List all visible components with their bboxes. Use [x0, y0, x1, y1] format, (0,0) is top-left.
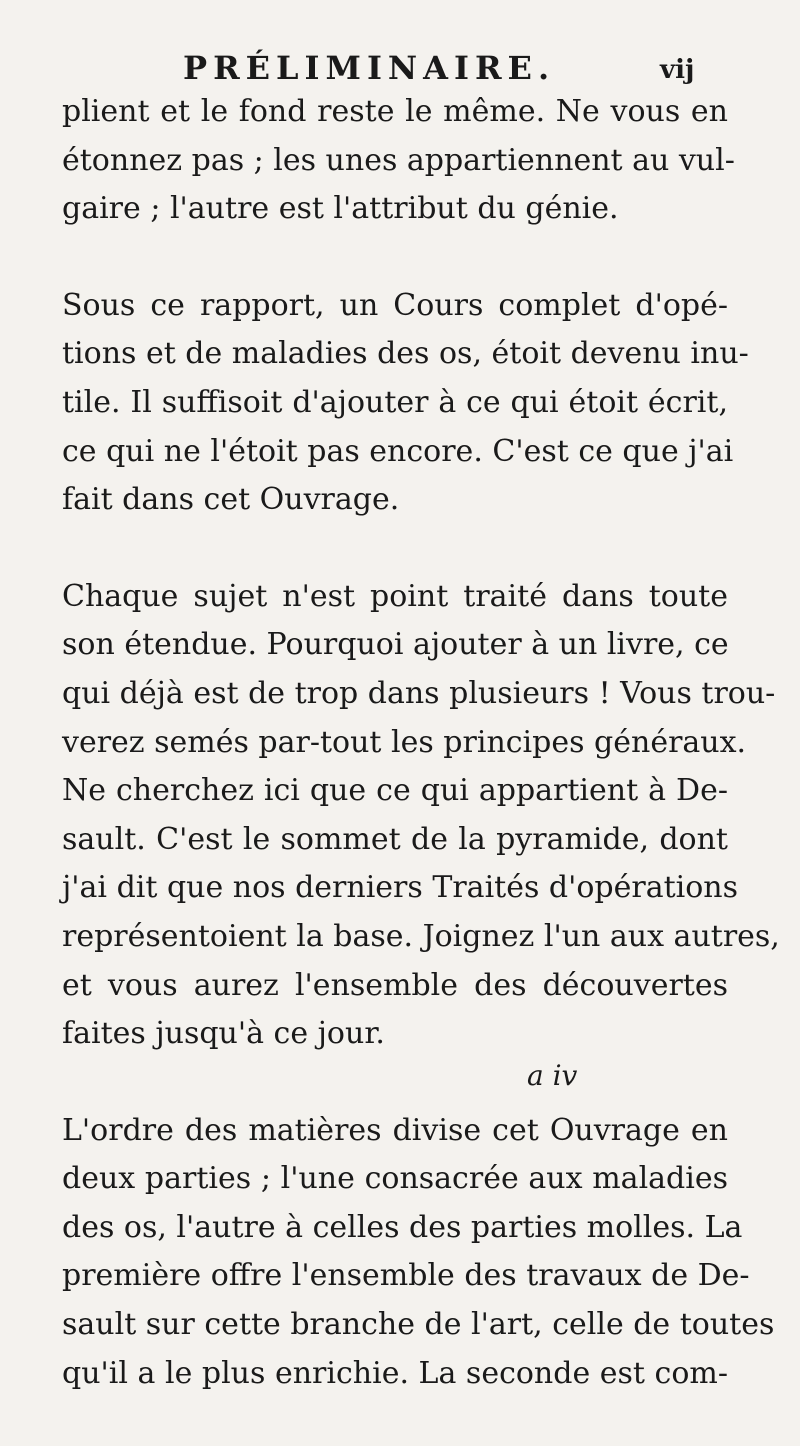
paragraph-3 — [62, 573, 780, 1059]
text-line: Ne cherchez ici que ce qui appartient à De- — [62, 773, 728, 809]
text-line: qui déjà est de trop dans plusieurs ! Vous trou- — [62, 675, 776, 711]
text-line: plient et le fond reste le même. Ne vous en — [62, 94, 728, 129]
text-line: tile. Il suffisoit d'ajouter à ce qui étoit écrit, — [62, 384, 728, 420]
text-line: fait dans cet Ouvrage. — [62, 482, 400, 518]
paragraph-4 — [62, 1107, 775, 1399]
text-line: ce qui ne l'étoit pas encore. C'est ce que j'ai — [62, 433, 734, 469]
text-line: première offre l'ensemble des travaux de De- — [62, 1258, 750, 1294]
body-text — [62, 88, 780, 1446]
text-line: verez semés par-tout les principes généraux. — [62, 724, 747, 760]
text-line: gaire ; l'autre est l'attribut du génie. — [62, 191, 619, 227]
text-line: son étendue. Pourquoi ajouter à un livre, ce — [62, 627, 729, 663]
text-line: des os, l'autre à celles des parties molles. La — [62, 1209, 743, 1245]
page-number: vij — [660, 55, 695, 85]
text-line: tions et de maladies des os, étoit devenu inu- — [62, 336, 749, 372]
text-line: L'ordre des matières divise cet Ouvrage en — [62, 1112, 728, 1148]
paragraph-2 — [62, 282, 749, 525]
text-line: étonnez pas ; les unes appartiennent au vul- — [62, 142, 735, 178]
running-title: PRÉLIMINAIRE. — [183, 49, 556, 87]
text-line: Chaque sujet n'est point traité dans toute — [62, 578, 728, 614]
text-line: sault. C'est le sommet de la pyramide, dont — [62, 821, 728, 857]
text-line: représentoient la base. Joignez l'un aux autres, — [62, 918, 780, 954]
paragraph-1 — [62, 88, 735, 234]
text-line: deux parties ; l'une consacrée aux maladies — [62, 1161, 728, 1197]
text-line: Sous ce rapport, un Cours complet d'opé- — [62, 287, 728, 323]
text-line: faites jusqu'à ce jour. — [62, 1016, 385, 1052]
text-line: et vous aurez l'ensemble des découvertes — [62, 967, 728, 1003]
signature-mark: a iv — [527, 1059, 578, 1092]
text-line: sault sur cette branche de l'art, celle de toutes — [62, 1307, 775, 1343]
text-line: j'ai dit que nos derniers Traités d'opérations — [62, 870, 739, 906]
text-line: qu'il a le plus enrichie. La seconde est com- — [62, 1355, 728, 1391]
running-head — [0, 44, 800, 94]
